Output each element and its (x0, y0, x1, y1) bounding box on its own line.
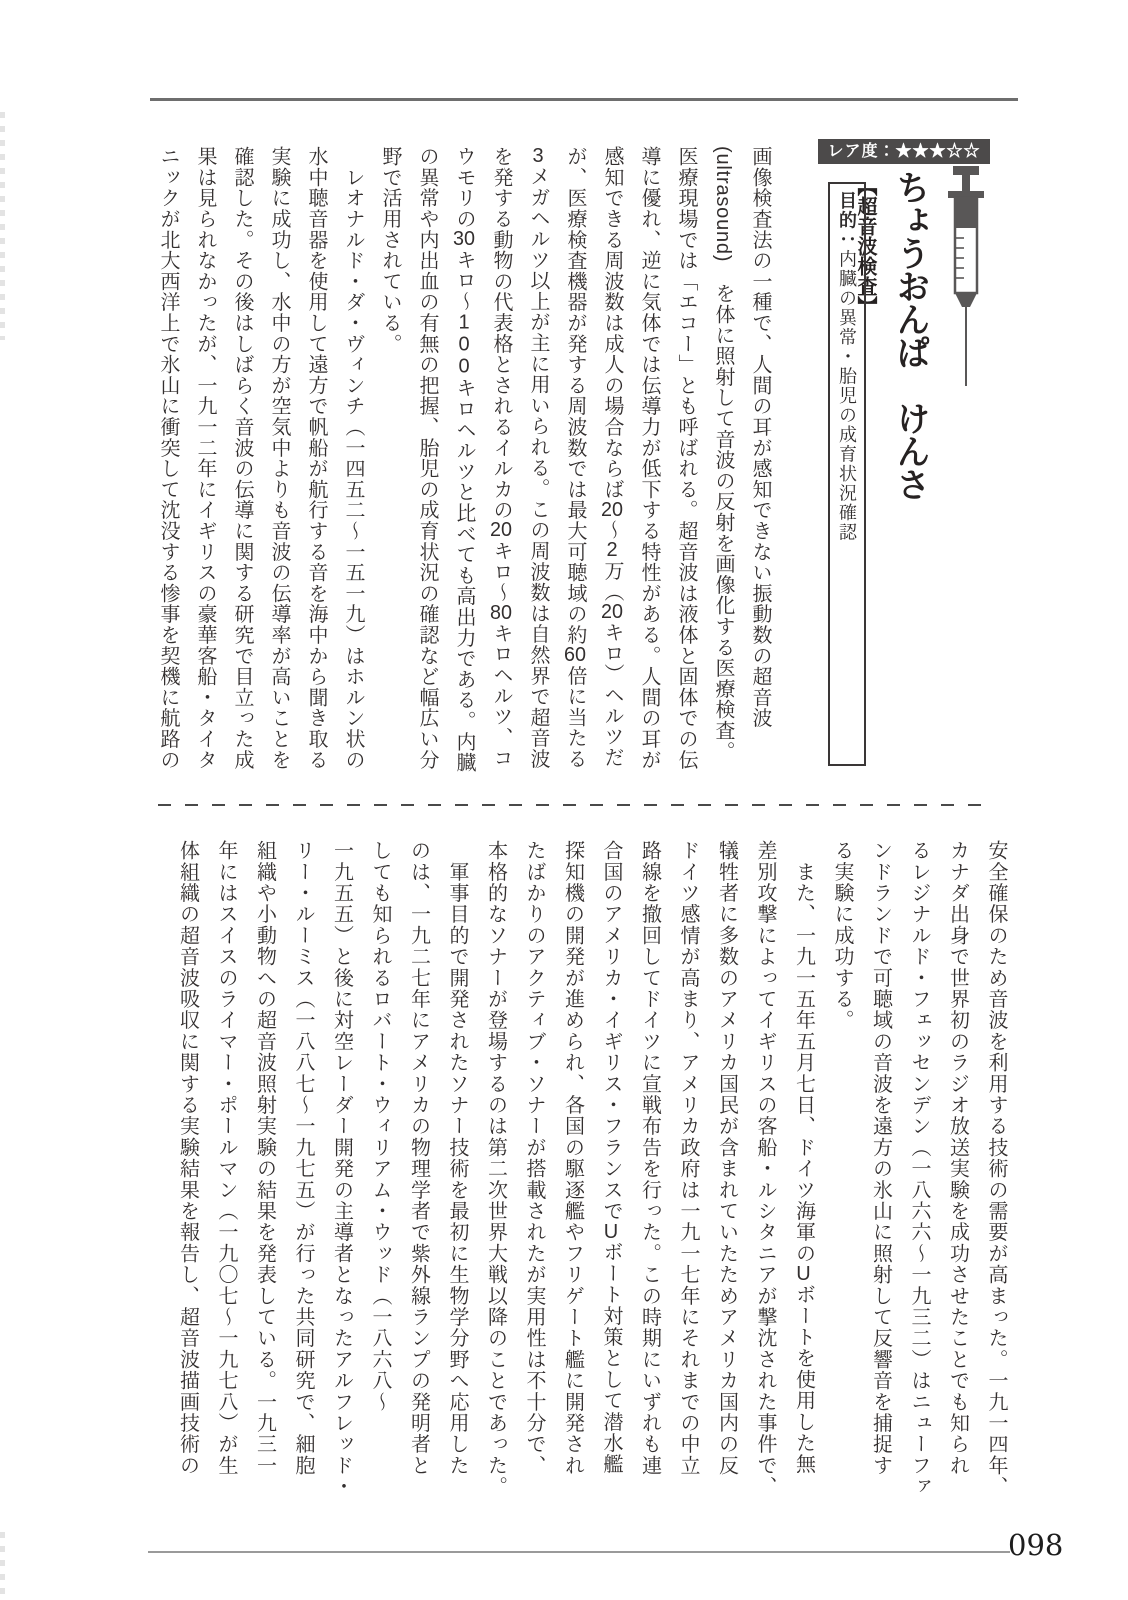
rarity-label: レア度：★★★☆☆ (827, 143, 981, 160)
purpose-text (834, 184, 860, 764)
page-number: 098 (1008, 1528, 1064, 1562)
scan-edge-mark (0, 1532, 5, 1594)
page-subtitle: 【超音波検査】 (854, 176, 876, 316)
rarity-badge (818, 139, 990, 164)
section-divider (158, 804, 991, 806)
bottom-rule (148, 1551, 1010, 1553)
scan-edge-mark (0, 112, 5, 340)
purpose-box (828, 182, 866, 766)
purpose-value: 内臓の異常・胎児の成育状況確認 (837, 249, 857, 542)
page-title: ちょうおんぱ けんさ (891, 170, 929, 500)
purpose-label: 目的： (837, 191, 857, 250)
body-text-upper: 画像検査法の一種で、人間の耳が感知できない振動数の超音波 (ultrasound) を体に照射して音波の反射を画像化する医療検査。 医療現場では「エコー」とも呼ばれる。超音波は液体と固体での伝 導に優れ、逆に気体では伝導力が低下する特性がある。人間の耳が 感知できる周波数は成人の場合ならば20～2万（20キロ）ヘルツだ が、医療検査機器が発する周波数では最大可聴域の約60倍に当たる 3メガヘルツ以上が主に用いられる。この周波数は自然界で超音波 を発する動物の代表格とされるイルカの20キロ～80キロヘルツ、コ ウモリの30キロ～100キロヘルツと比べても高出力である。内臓 の異常や内出血の有無の把握、胎児の成育状況の確認など幅広い分 野で活用されている。 レオナルド・ダ・ヴィンチ（一四五二～一五一九）はホルン状の 水中聴音器を使用して遠方で帆船が航行する音を海中から聞き取る 実験に成功し、水中の方が空気中よりも音波の伝導率が高いことを 確認した。その後はしばらく音波の伝導に関する研究で目立った成 果は見られなかったが、一九一二年にイギリスの豪華客船・タイタ ニックが北大西洋上で氷山に衝突して沈没する惨事を契機に航路の (157, 146, 771, 773)
top-rule (150, 98, 1018, 101)
body-text-lower: 安全確保のため音波を利用する技術の需要が高まった。一九一四年、 カナダ出身で世界初のラジオ放送実験を成功させたことでも知られ るレジナルド・フェッセンデン（一八六六～一九三二）はニューファ ンドランドで可聴域の音波を遠方の氷山に照射して反響音を捕捉す る実験に成功する。 また、一九一五年五月七日、ドイツ海軍のUボートを使用した無 差別攻撃によってイギリスの客船・ルシタニアが撃沈された事件で、 犠牲者に多数のアメリカ国民が含まれていたためアメリカ国内の反 ドイツ感情が高まり、アメリカ政府は一九一七年にそれまでの中立 路線を撤回してドイツに宣戦布告を行った。この時期にいずれも連 合国のアメリカ・イギリス・フランスでUボート対策として潜水艦 探知機の開発が進められ、各国の駆逐艦やフリゲート艦に開発され たばかりのアクティブ・ソナーが搭載されたが実用性は不十分で、 本格的なソナーが登場するのは第二次世界大戦以降のことであった。 軍事目的で開発されたソナー技術を最初に生物学分野へ応用した のは、一九二七年にアメリカの物理学者で紫外線ランプの発明者と しても知られるロバート・ウィリアム・ウッド（一八六八～ 一九五五）と後に対空レーダー開発の主導者となったアルフレッド・ リー・ルーミス（一八八七～一九七五）が行った共同研究で、細胞 組織や小動物への超音波照射実験の結果を発表している。一九三一 年にはスイスのライマー・ポールマン（一九〇七～一九七八）が生 体組織の超音波吸収に関する実験結果を報告し、超音波描画技術の (176, 840, 1007, 1498)
syringe-icon (944, 166, 988, 397)
